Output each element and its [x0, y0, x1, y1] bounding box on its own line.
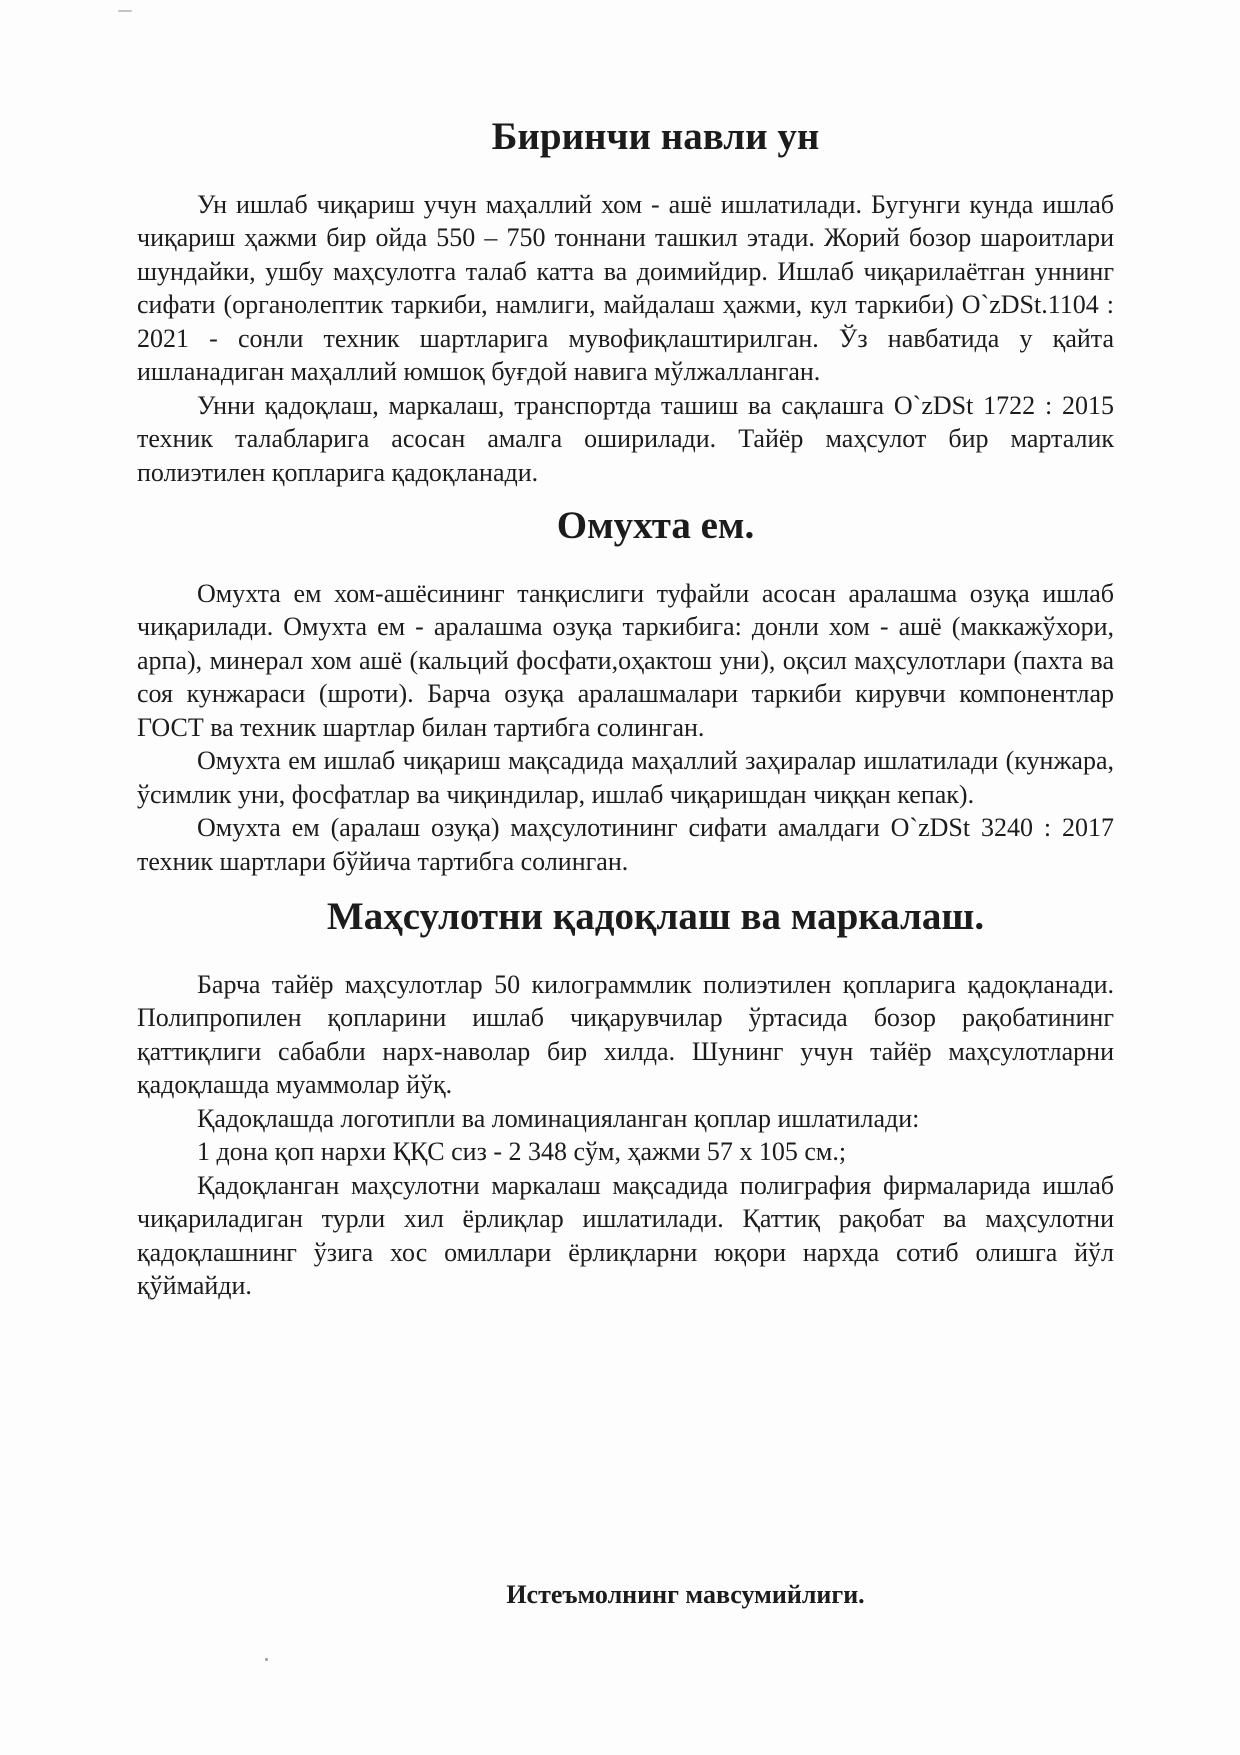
- section-heading-packaging-labeling: Маҳсулотни қадоқлаш ва маркалаш.: [326, 895, 985, 938]
- paragraph: Ун ишлаб чиқариш учун маҳаллий хом - ашё ишлатилади. Бугунги кунда ишлаб чиқариш ҳажми бир ойда 550 – 750 тоннани ташкил этади. Жорий бозор шароитлари шундайки, ушбу маҳсулотга талаб катта ва доимийдир. Ишлаб чиқарилаётган уннинг сифати (органолептик таркиби, намлиги, майдалаш ҳажми, кул таркиби) O`zDSt.1104 : 2021 - сонли техник шартларига мувофиқлаштирилган. Ўз навбатида у қайта ишланадиган маҳаллий юмшоқ буғдой навига мўлжалланган.: [137, 189, 1114, 386]
- scan-speck: [118, 10, 132, 12]
- paragraph: Омухта ем ишлаб чиқариш мақсадида маҳаллий заҳиралар ишлатилади (кунжара, ўсимлик уни, фосфатлар ва чиқиндилар, ишлаб чиқаришдан чиққан кепак).: [137, 746, 1114, 809]
- paragraph: Омухта ем (аралаш озуқа) маҳсулотининг сифати амалдаги O`zDSt 3240 : 2017 техник шартлари бўйича тартибга солинган.: [137, 813, 1114, 876]
- section-heading-first-grade-flour: Биринчи навли ун: [491, 115, 820, 158]
- document-body: [137, 115, 1114, 1303]
- paragraph: Барча тайёр маҳсулотлар 50 килограммлик полиэтилен қопларига қадоқланади. Полипропилен қопларини ишлаб чиқарувчилар ўртасида бозор рақобатининг қаттиқлиги сабабли нарх-наволар бир хилда. Шунинг учун тайёр маҳсулотларни қадоқлашда муаммолар йўқ.: [137, 969, 1114, 1099]
- section-heading-consumption-seasonality: Истеъмолнинг мавсумийлиги.: [506, 1580, 865, 1609]
- paragraph: Омухта ем хом-ашёсининг танқислиги туфайли асосан аралашма озуқа ишлаб чиқарилади. Омухта ем - аралашма озуқа таркибига: донли хом - ашё (маккажўхори, арпа), минерал хом ашё (кальций фосфати,оҳактош уни), оқсил маҳсулотлари (пахта ва соя кунжараси (шроти). Барча озуқа аралашмалари таркиби кирувчи компонентлар ГОСТ ва техник шартлар билан тартибга солинган.: [137, 578, 1114, 742]
- paragraph: Қадоқланган маҳсулотни маркалаш мақсадида полиграфия фирмаларида ишлаб чиқариладиган турли хил ёрлиқлар ишлатилади. Қаттиқ рақобат ва маҳсулотни қадоқлашнинг ўзига хос омиллари ёрлиқларни юқори нархда сотиб олишга йўл қўймайди.: [137, 1170, 1114, 1300]
- paragraph: Қадоқлашда логотипли ва ломинацияланган қоплар ишлатилади:: [197, 1103, 920, 1133]
- paragraph: Унни қадоқлаш, маркалаш, транспортда ташиш ва сақлашга O`zDSt 1722 : 2015 техник талабларига асосан амалга оширилади. Тайёр маҳсулот бир марталик полиэтилен қопларига қадоқланади.: [137, 390, 1114, 487]
- section-heading-compound-feed: Омухта ем.: [556, 504, 755, 547]
- paragraph: 1 дона қоп нархи ҚҚС сиз - 2 348 сўм, ҳажми 57 х 105 см.;: [197, 1137, 847, 1166]
- scan-speck: [265, 1658, 268, 1661]
